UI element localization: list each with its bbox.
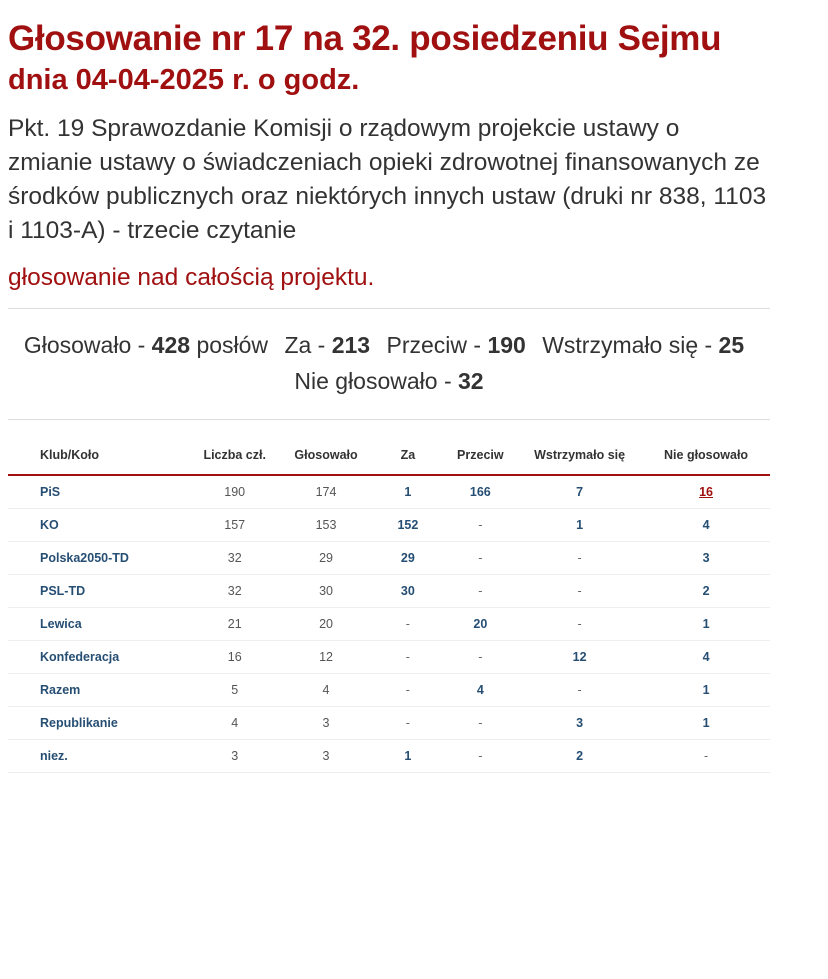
members-cell: 16 (190, 641, 280, 674)
members-cell: 4 (190, 707, 280, 740)
against-cell: - (444, 575, 518, 608)
club-link[interactable]: KO (8, 509, 190, 542)
members-cell: 5 (190, 674, 280, 707)
header-abstained: Wstrzymało się (517, 436, 642, 475)
agenda-description: Pkt. 19 Sprawozdanie Komisji o rządowym projekcie ustawy o zmianie ustawy o świadczeniach opieki zdrowotnej finansowanych ze środków publicznych oraz niektórych innych ustaw (druki nr 838, 1103 i 1103-A) - trzecie czytanie (8, 115, 767, 244)
against-cell[interactable]: 4 (444, 674, 518, 707)
against-label: Przeciw - (386, 332, 482, 358)
voted-cell: 174 (280, 475, 372, 509)
club-results-table (8, 436, 770, 773)
header-members: Liczba czł. (190, 436, 280, 475)
table-row (8, 475, 770, 509)
abstained-cell[interactable]: 3 (517, 707, 642, 740)
not-voted-link[interactable]: 16 (699, 485, 713, 499)
voted-cell: 153 (280, 509, 372, 542)
voted-cell: 29 (280, 542, 372, 575)
not-voted-label: Nie głosowało - (294, 368, 452, 394)
not-voted-cell[interactable]: 1 (642, 707, 770, 740)
table-row (8, 575, 770, 608)
page-subtitle: dnia 04-04-2025 r. o godz. (8, 64, 360, 96)
for-cell[interactable]: 1 (372, 475, 443, 509)
for-cell: - (372, 641, 443, 674)
members-cell: 190 (190, 475, 280, 509)
abstained-cell[interactable]: 2 (517, 740, 642, 773)
against-cell[interactable]: 166 (444, 475, 518, 509)
against-cell: - (444, 509, 518, 542)
header-club: Klub/Koło (8, 436, 190, 475)
not-voted-cell[interactable]: 4 (642, 509, 770, 542)
abstained-cell[interactable]: 1 (517, 509, 642, 542)
against-value: 190 (487, 332, 526, 358)
not-voted-cell[interactable]: 3 (642, 542, 770, 575)
table-row (8, 641, 770, 674)
for-cell[interactable]: 29 (372, 542, 443, 575)
club-link[interactable]: Republikanie (8, 707, 190, 740)
members-cell: 3 (190, 740, 280, 773)
abstained-cell: - (517, 608, 642, 641)
voted-label: Głosowało - (23, 332, 146, 358)
voted-cell: 12 (280, 641, 372, 674)
table-header-row (8, 436, 770, 475)
against-cell: - (444, 641, 518, 674)
abstained-cell: - (517, 575, 642, 608)
club-link[interactable]: Polska2050-TD (8, 542, 190, 575)
for-cell[interactable]: 152 (372, 509, 443, 542)
for-cell: - (372, 608, 443, 641)
club-link[interactable]: niez. (8, 740, 190, 773)
page-title: Głosowanie nr 17 na 32. posiedzeniu Sejmu (8, 19, 722, 58)
for-cell: - (372, 707, 443, 740)
divider (8, 419, 770, 420)
abstained-cell: - (517, 542, 642, 575)
table-row (8, 674, 770, 707)
club-link[interactable]: Lewica (8, 608, 190, 641)
table-row (8, 608, 770, 641)
voted-cell: 3 (280, 740, 372, 773)
members-cell: 32 (190, 542, 280, 575)
abstained-cell[interactable]: 7 (517, 475, 642, 509)
not-voted-cell[interactable]: 1 (642, 608, 770, 641)
abstained-label: Wstrzymało się - (542, 332, 713, 358)
header-not-voted: Nie głosowało (642, 436, 770, 475)
vote-summary (8, 309, 770, 419)
voted-cell: 4 (280, 674, 372, 707)
for-cell[interactable]: 1 (372, 740, 443, 773)
voted-cell: 3 (280, 707, 372, 740)
abstained-value: 25 (718, 332, 745, 358)
header-against: Przeciw (444, 436, 518, 475)
not-voted-cell[interactable]: 2 (642, 575, 770, 608)
against-cell: - (444, 707, 518, 740)
table-row (8, 509, 770, 542)
not-voted-value: 32 (458, 368, 484, 394)
for-value: 213 (331, 332, 371, 358)
not-voted-cell (642, 475, 770, 509)
voted-cell: 30 (280, 575, 372, 608)
not-voted-cell[interactable]: 1 (642, 674, 770, 707)
for-cell: - (372, 674, 443, 707)
against-cell: - (444, 542, 518, 575)
club-link[interactable]: Razem (8, 674, 190, 707)
header-for: Za (372, 436, 443, 475)
voted-suffix: posłów (196, 332, 269, 358)
not-voted-cell: - (642, 740, 770, 773)
members-cell: 21 (190, 608, 280, 641)
abstained-cell[interactable]: 12 (517, 641, 642, 674)
vote-type: głosowanie nad całością projektu. (8, 264, 375, 291)
table-row (8, 707, 770, 740)
club-link[interactable]: Konfederacja (8, 641, 190, 674)
club-link[interactable]: PSL-TD (8, 575, 190, 608)
members-cell: 32 (190, 575, 280, 608)
members-cell: 157 (190, 509, 280, 542)
not-voted-cell[interactable]: 4 (642, 641, 770, 674)
vote-page (8, 0, 770, 773)
club-link[interactable]: PiS (8, 475, 190, 509)
against-cell[interactable]: 20 (444, 608, 518, 641)
against-cell: - (444, 740, 518, 773)
table-row (8, 542, 770, 575)
for-cell[interactable]: 30 (372, 575, 443, 608)
header-voted: Głosowało (280, 436, 372, 475)
abstained-cell: - (517, 674, 642, 707)
for-label: Za - (284, 332, 326, 358)
voted-value: 428 (151, 332, 191, 358)
voted-cell: 20 (280, 608, 372, 641)
table-row (8, 740, 770, 773)
